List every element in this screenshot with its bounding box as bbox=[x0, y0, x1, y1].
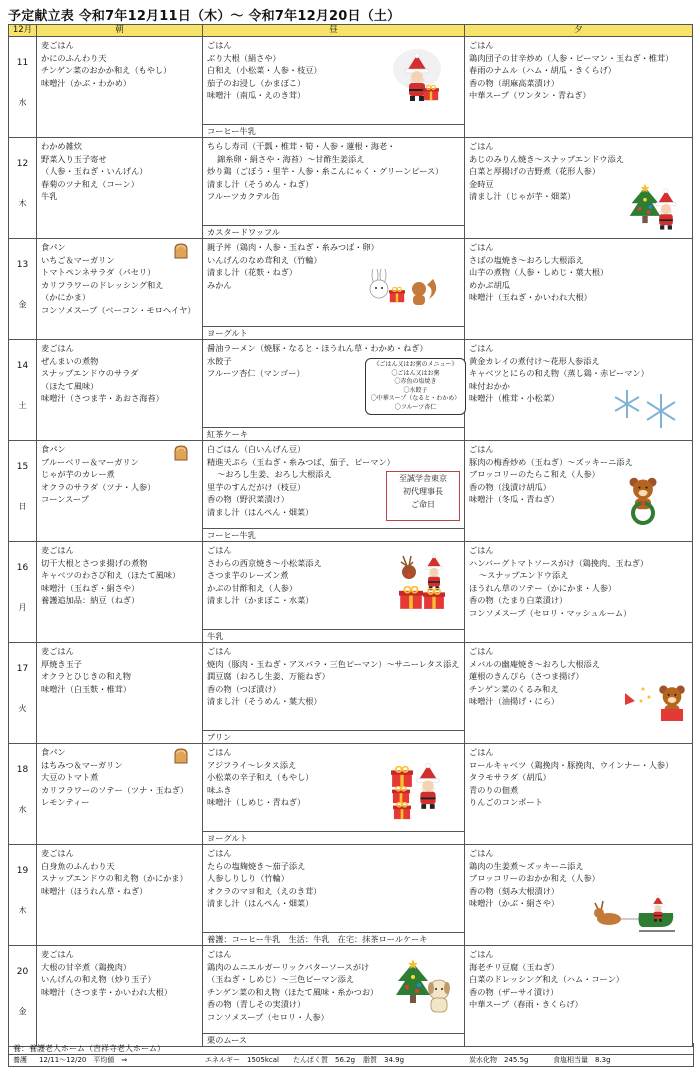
dinner-item: 豚肉の梅香炒め（玉ねぎ）～ズッキーニ添え bbox=[469, 456, 633, 467]
lunch-item: ごはん bbox=[207, 40, 232, 50]
dinner-item: 蓮根のきんぴら（さつま揚げ） bbox=[469, 671, 584, 681]
lunch-extra: コーヒー牛乳 bbox=[203, 124, 464, 137]
breakfast-item: チンゲン菜のおかか和え（もやし） bbox=[41, 65, 172, 75]
page-title: 予定献立表 令和7年12月11日（木）～ 令和7年12月20日（土） bbox=[8, 9, 401, 24]
lunch-item: ごはん bbox=[207, 646, 232, 656]
lunch-item: さつま芋のレーズン煮 bbox=[207, 570, 289, 580]
santa-sleigh-icon bbox=[589, 895, 679, 939]
lunch-item: たらの塩麹焼き～茄子添え bbox=[207, 860, 306, 871]
day-weekday: 木 bbox=[18, 906, 27, 915]
lunch-item: みかん bbox=[207, 279, 232, 290]
lunch-cell bbox=[203, 441, 465, 542]
tree-dog-icon bbox=[393, 956, 457, 1022]
day-row bbox=[9, 138, 693, 239]
lunch-item: さわらの西京焼き～小松菜添え bbox=[207, 557, 322, 568]
alt-menu-item: 〇ごはん又はお粥 bbox=[391, 369, 440, 377]
breakfast-cell bbox=[37, 239, 203, 340]
lunch-extra: 養護：コーヒー牛乳 生活：牛乳 在宅：抹茶ロールケーキ bbox=[203, 932, 464, 945]
breakfast-item: オクラとひじきの和え物 bbox=[41, 671, 131, 681]
day-weekday: 水 bbox=[18, 805, 27, 814]
day-row bbox=[9, 542, 693, 643]
day-number: 20 bbox=[16, 967, 29, 977]
dinner-cell bbox=[465, 138, 693, 239]
breakfast-item: いんげんの和え物（炒り玉子） bbox=[41, 974, 156, 984]
lunch-item: 精進天ぷら（玉ねぎ・糸みつば、茄子、ピーマン） bbox=[207, 456, 395, 467]
bear-cracker-icon bbox=[621, 679, 691, 729]
day-number: 18 bbox=[16, 765, 29, 775]
lunch-item: 錦糸卵・絹さや・海苔）～甘酢生姜添え bbox=[217, 153, 365, 164]
lunch-item: ～おろし生姜、おろし大根添え bbox=[217, 469, 332, 479]
dinner-item: さばの塩焼き～おろし大根添え bbox=[469, 254, 584, 265]
day-number: 11 bbox=[16, 58, 29, 68]
breakfast-item: カリフラワーのドレッシング和え bbox=[41, 279, 164, 290]
lunch-item: オクラのマヨ和え（えのき茸） bbox=[207, 885, 322, 896]
dinner-item: 中華スープ（ワンタン・青ねぎ） bbox=[469, 90, 591, 100]
lunch-item: 清まし汁（はんぺん・畑菜） bbox=[207, 506, 314, 517]
footer-legend: 養：養護老人ホーム（吉祥寺老人ホーム） bbox=[9, 1043, 693, 1055]
breakfast-items bbox=[41, 39, 200, 89]
breakfast-item: レモンティー bbox=[41, 797, 90, 807]
alt-menu-item: 〇フルーツ杏仁 bbox=[394, 403, 437, 411]
day-row bbox=[9, 37, 693, 138]
lunch-item: ごはん bbox=[207, 747, 232, 757]
dinner-item: ごはん bbox=[469, 646, 494, 656]
dinner-cell bbox=[465, 946, 693, 1047]
lunch-item: （玉ねぎ・しめじ）～三色ピーマン添え bbox=[207, 974, 355, 984]
lunch-extra: カスタードワッフル bbox=[203, 225, 464, 238]
breakfast-item: 食パン bbox=[41, 242, 66, 252]
day-cell bbox=[9, 340, 37, 441]
day-weekday: 月 bbox=[18, 603, 27, 612]
dinner-item: メバルの幽庵焼き～おろし大根添え bbox=[469, 658, 600, 669]
dinner-item: 清まし汁（じゃが芋・畑菜） bbox=[469, 191, 576, 201]
dinner-item: あじのみりん焼き～スナップエンドウ添え bbox=[469, 153, 624, 164]
lunch-items bbox=[207, 140, 462, 203]
dinner-items bbox=[469, 544, 690, 619]
lunch-item: フルーツカクテル缶 bbox=[207, 191, 280, 201]
day-cell bbox=[9, 845, 37, 946]
day-weekday: 日 bbox=[18, 502, 27, 511]
dinner-cell bbox=[465, 744, 693, 845]
footer-protein: たんぱく質 56.2g bbox=[293, 1056, 356, 1064]
day-number: 12 bbox=[16, 159, 29, 169]
dinner-cell bbox=[465, 845, 693, 946]
footer-energy: エネルギー 1505kcal bbox=[205, 1056, 279, 1064]
breakfast-item: いちご＆マーガリン bbox=[41, 254, 115, 265]
anniversary-box bbox=[386, 471, 460, 521]
lunch-item: 味ふき bbox=[207, 784, 232, 795]
dinner-item: 味噌汁（冬瓜・青ねぎ） bbox=[469, 494, 560, 504]
breakfast-item: （ほたて風味） bbox=[41, 380, 99, 391]
dinner-item: ごはん bbox=[469, 444, 494, 454]
lunch-item: 清まし汁（かまぼこ・水菜） bbox=[207, 595, 314, 605]
dinner-cell bbox=[465, 37, 693, 138]
lunch-item: ごはん bbox=[207, 545, 232, 555]
dinner-items bbox=[469, 39, 690, 102]
dinner-cell bbox=[465, 340, 693, 441]
lunch-cell bbox=[203, 542, 465, 643]
lunch-items bbox=[207, 847, 462, 910]
day-cell bbox=[9, 542, 37, 643]
lunch-item: ぶり大根（絹さや） bbox=[207, 52, 281, 63]
lunch-item: ごはん bbox=[207, 949, 232, 959]
lunch-cell bbox=[203, 845, 465, 946]
lunch-extra: プリン bbox=[203, 730, 464, 743]
breakfast-item: ぜんまいの煮物 bbox=[41, 355, 99, 366]
day-weekday: 水 bbox=[18, 98, 27, 107]
lunch-extra: ヨーグルト bbox=[203, 831, 464, 844]
lunch-item: 白和え（小松菜・人参・枝豆） bbox=[207, 65, 322, 75]
dinner-item: ハンバーグトマトソースがけ（鶏挽肉、玉ねぎ） bbox=[469, 557, 649, 568]
breakfast-item: 食パン bbox=[41, 747, 66, 757]
lunch-item: 味噌汁（南瓜・えのき茸） bbox=[207, 90, 306, 100]
breakfast-cell bbox=[37, 845, 203, 946]
bread-icon bbox=[174, 445, 188, 461]
breakfast-item: 麦ごはん bbox=[41, 848, 74, 858]
lunch-item: 清まし汁（はんぺん・畑菜） bbox=[207, 898, 314, 908]
breakfast-item: トマトペンネサラダ（パセリ） bbox=[41, 267, 156, 277]
christmas-tree-santa-icon bbox=[627, 176, 683, 240]
day-cell bbox=[9, 239, 37, 340]
lunch-item: 親子丼（鶏肉・人参・玉ねぎ・糸みつば・卵） bbox=[207, 242, 379, 252]
lunch-item: ごはん bbox=[207, 848, 232, 858]
lunch-extra: 紅茶ケーキ bbox=[203, 427, 464, 440]
day-cell bbox=[9, 37, 37, 138]
lunch-cell bbox=[203, 37, 465, 138]
lunch-item: アジフライ～レタス添え bbox=[207, 759, 297, 770]
dinner-item: 春雨のナムル（ハム・胡瓜・きくらげ） bbox=[469, 65, 616, 75]
dinner-item: 鶏肉団子の甘辛炒め（人参・ピーマン・玉ねぎ・椎茸） bbox=[469, 52, 674, 63]
lunch-cell bbox=[203, 744, 465, 845]
dinner-item: 香の物（浅漬け胡瓜） bbox=[469, 481, 551, 492]
breakfast-item: 野菜入り玉子寄せ bbox=[41, 153, 107, 164]
day-cell bbox=[9, 744, 37, 845]
breakfast-item: 味噌汁（さつま芋・かいわれ大根） bbox=[41, 986, 173, 997]
lunch-item: コンソメスープ（セロリ・人参） bbox=[207, 1011, 329, 1022]
breakfast-item: コンソメスープ（ベーコン・モロヘイヤ） bbox=[41, 304, 196, 315]
dinner-item: 黄金カレイの煮付け～花形人参添え bbox=[469, 355, 600, 366]
day-cell bbox=[9, 138, 37, 239]
dinner-item: 味噌汁（椎茸・小松菜） bbox=[469, 393, 560, 403]
breakfast-item: 大豆のトマト煮 bbox=[41, 772, 99, 782]
dinner-item: めかぶ胡瓜 bbox=[469, 279, 510, 290]
lunch-item: 清まし汁（花麩・ねぎ） bbox=[207, 267, 298, 277]
footer-period: 12/11～12/20 平均値 ⇒ bbox=[39, 1056, 128, 1064]
santa-gift-icon bbox=[389, 43, 445, 111]
breakfast-item: かにのふんわり天 bbox=[41, 52, 107, 63]
breakfast-items bbox=[41, 140, 200, 203]
dinner-item: ブロッコリーのたらこ和え（人参） bbox=[469, 469, 600, 479]
dinner-item: 味噌汁（油揚げ・にら） bbox=[469, 696, 560, 706]
breakfast-items bbox=[41, 544, 200, 607]
alt-menu-box bbox=[365, 358, 466, 415]
breakfast-item: 白身魚のふんわり天 bbox=[41, 860, 115, 871]
breakfast-item: 味噌汁（玉ねぎ・絹さや） bbox=[41, 582, 140, 593]
breakfast-cell bbox=[37, 441, 203, 542]
dinner-item: ごはん bbox=[469, 848, 494, 858]
breakfast-items bbox=[41, 948, 200, 998]
day-row bbox=[9, 441, 693, 542]
breakfast-items bbox=[41, 342, 200, 405]
dinner-cell bbox=[465, 239, 693, 340]
lunch-cell bbox=[203, 239, 465, 340]
lunch-cell bbox=[203, 643, 465, 744]
dinner-item: コンソメスープ（セロリ・マッシュルーム） bbox=[469, 607, 632, 618]
dinner-item: 味噌汁（玉ねぎ・かいわれ大根） bbox=[469, 292, 592, 302]
alt-menu-item: 〇赤魚の塩焼き bbox=[394, 378, 437, 385]
lunch-item: 香の物（つぼ漬け） bbox=[207, 683, 281, 694]
day-row bbox=[9, 643, 693, 744]
lunch-item: 人参しりしり（竹輪） bbox=[207, 873, 289, 883]
lunch-item: 鶏肉のムニエルガーリックバターソースがけ bbox=[207, 961, 370, 972]
lunch-item: 焼肉（豚肉・玉ねぎ・アスパラ・三色ピーマン）～サニーレタス添え bbox=[207, 658, 460, 669]
breakfast-item: じゃが芋のカレー煮 bbox=[41, 469, 115, 479]
breakfast-item: 麦ごはん bbox=[41, 343, 74, 353]
breakfast-item: 切干大根とさつま揚げの煮物 bbox=[41, 557, 148, 568]
breakfast-header: 朝 bbox=[37, 25, 203, 37]
header-row bbox=[9, 25, 693, 37]
anniversary-line: 至誠学舎東京 bbox=[399, 474, 447, 483]
dinner-item: 白菜と厚揚げの吉野煮（花形人参） bbox=[469, 166, 601, 176]
lunch-item: チンゲン菜の和え物（ほたて風味・糸かつお） bbox=[207, 986, 379, 997]
dinner-item: 鶏肉の生姜煮～ズッキーニ添え bbox=[469, 860, 584, 871]
lunch-item: かぶの甘酢和え（人参） bbox=[207, 582, 298, 593]
dinner-items bbox=[469, 948, 690, 1011]
lunch-item: 清まし汁（そうめん・ねぎ） bbox=[207, 178, 314, 189]
breakfast-items bbox=[41, 847, 200, 897]
dinner-items bbox=[469, 241, 690, 304]
dinner-item: 海老チリ豆腐（玉ねぎ） bbox=[469, 961, 560, 972]
lunch-extra: 栗のムース bbox=[203, 1033, 464, 1046]
lunch-extra: 牛乳 bbox=[203, 629, 464, 642]
dinner-item: 味付おかか bbox=[469, 380, 510, 391]
dinner-item: ごはん bbox=[469, 343, 494, 353]
breakfast-item: 味噌汁（白玉麩・椎茸） bbox=[41, 683, 132, 694]
breakfast-item: スナップエンドウの和え物（かにかま） bbox=[41, 873, 188, 883]
snowflake-icon bbox=[611, 384, 681, 434]
bear-wreath-icon bbox=[621, 475, 665, 529]
breakfast-items bbox=[41, 645, 200, 695]
breakfast-item: ブルーベリー＆マーガリン bbox=[41, 456, 139, 467]
breakfast-item: 味噌汁（かぶ・わかめ） bbox=[41, 77, 132, 88]
breakfast-item: はちみつ＆マーガリン bbox=[41, 759, 123, 770]
lunch-item: 白ごはん（白いんげん豆） bbox=[207, 444, 306, 454]
day-number: 14 bbox=[16, 361, 29, 371]
dinner-header: 夕 bbox=[465, 25, 693, 37]
breakfast-item: 味噌汁（さつま芋・あおさ海苔） bbox=[41, 393, 164, 403]
day-weekday: 土 bbox=[18, 401, 27, 410]
lunch-item: 香の物（野沢菜漬け） bbox=[207, 494, 289, 504]
breakfast-item: 牛乳 bbox=[41, 191, 58, 201]
footer-salt: 食塩相当量 8.3g bbox=[553, 1056, 611, 1064]
day-weekday: 金 bbox=[18, 300, 27, 309]
breakfast-item: キャベツのわさび和え（ほたて風味） bbox=[41, 570, 181, 580]
dinner-items bbox=[469, 746, 690, 809]
dinner-cell bbox=[465, 441, 693, 542]
nutrition-footer bbox=[8, 1043, 694, 1067]
breakfast-cell bbox=[37, 946, 203, 1047]
footer-fat: 脂質 34.9g bbox=[363, 1056, 405, 1064]
rabbit-squirrel-gift-icon bbox=[361, 269, 441, 313]
breakfast-item: オクラのサラダ（ツナ・人参） bbox=[41, 481, 156, 492]
breakfast-item: 麦ごはん bbox=[41, 545, 74, 555]
dinner-item: ごはん bbox=[469, 40, 494, 50]
breakfast-cell bbox=[37, 744, 203, 845]
alt-menu-item: 《ごはん又はお粥のメニュー》 bbox=[373, 361, 458, 368]
day-row bbox=[9, 946, 693, 1047]
day-row bbox=[9, 845, 693, 946]
dinner-cell bbox=[465, 542, 693, 643]
dinner-item: キャベツとにらの和え物（蒸し鶏・赤ピーマン） bbox=[469, 368, 649, 378]
lunch-item: 潤豆腐（おろし生姜、万能ねぎ） bbox=[207, 671, 330, 681]
bread-icon bbox=[174, 748, 188, 764]
lunch-item: 水餃子 bbox=[207, 355, 232, 366]
menu-table bbox=[8, 24, 693, 1047]
dinner-item: ロールキャベツ（鶏挽肉・豚挽肉、ウインナー・人参） bbox=[469, 759, 674, 770]
lunch-extra: コーヒー牛乳 bbox=[203, 528, 464, 541]
breakfast-item: （人参・玉ねぎ・いんげん） bbox=[41, 166, 148, 176]
breakfast-item: 春菊のツナ和え（コーン） bbox=[41, 178, 139, 189]
breakfast-item: コーンスープ bbox=[41, 494, 89, 504]
day-cell bbox=[9, 441, 37, 542]
breakfast-cell bbox=[37, 340, 203, 441]
dinner-item: 山芋の煮物（人参・しめじ・葉大根） bbox=[469, 267, 609, 277]
day-number: 19 bbox=[16, 866, 29, 876]
breakfast-cell bbox=[37, 542, 203, 643]
lunch-item: 味噌汁（しめじ・青ねぎ） bbox=[207, 797, 306, 807]
dinner-item: 香の物（刻み大根漬け） bbox=[469, 885, 560, 896]
dinner-item: ごはん bbox=[469, 747, 494, 757]
day-weekday: 火 bbox=[18, 704, 27, 713]
lunch-item: 醤油ラーメン（焼豚・なると・ほうれん草・わかめ・ねぎ） bbox=[207, 343, 428, 353]
breakfast-item: 味噌汁（ほうれん草・ねぎ） bbox=[41, 885, 148, 896]
dinner-item: ごはん bbox=[469, 949, 494, 959]
breakfast-item: わかめ雑炊 bbox=[41, 141, 82, 151]
day-row bbox=[9, 239, 693, 340]
lunch-item: 里芋のすんだがけ（枝豆） bbox=[207, 481, 306, 492]
lunch-item: 茄子のお浸し（かまぼこ） bbox=[207, 77, 306, 88]
lunch-item: 香の物（青しその実漬け） bbox=[207, 999, 306, 1009]
day-cell bbox=[9, 643, 37, 744]
lunch-item: いんげんのなめ茸和え（竹輪） bbox=[207, 254, 322, 265]
dinner-item: ごはん bbox=[469, 141, 494, 151]
breakfast-item: 麦ごはん bbox=[41, 949, 74, 959]
month-header: 12月 bbox=[9, 25, 37, 37]
dinner-item: ～スナップエンドウ添え bbox=[479, 570, 569, 580]
lunch-item: 小松菜の辛子和え（もやし） bbox=[207, 772, 314, 782]
day-row bbox=[9, 744, 693, 845]
lunch-item: 炒り鶏（ごぼう・里芋・人参・糸こんにゃく・グリーンピース） bbox=[207, 166, 444, 176]
breakfast-item: 養護追加品：納豆（ねぎ） bbox=[41, 595, 140, 605]
reindeer-santa-gifts-icon bbox=[397, 552, 457, 618]
breakfast-item: カリフラワーのソテー（ツナ・玉ねぎ） bbox=[41, 784, 189, 795]
dinner-item: 金時豆 bbox=[469, 178, 494, 189]
dinner-item: タラモサラダ（胡瓜） bbox=[469, 772, 551, 782]
anniversary-line: ご命日 bbox=[411, 500, 435, 509]
lunch-cell bbox=[203, 946, 465, 1047]
dinner-item: 味噌汁（かぶ・絹さや） bbox=[469, 898, 560, 908]
breakfast-item: 厚焼き玉子 bbox=[41, 658, 82, 669]
breakfast-cell bbox=[37, 138, 203, 239]
dinner-item: ごはん bbox=[469, 545, 494, 555]
day-number: 17 bbox=[16, 664, 29, 674]
day-cell bbox=[9, 946, 37, 1047]
day-number: 15 bbox=[16, 462, 29, 472]
footer-label: 養護 bbox=[13, 1056, 27, 1064]
lunch-items bbox=[207, 645, 462, 708]
dinner-item: ほうれん草のソテー（かにかま・人参） bbox=[469, 582, 617, 593]
day-weekday: 金 bbox=[18, 1007, 27, 1016]
lunch-cell bbox=[203, 340, 465, 441]
dinner-item: ブロッコリーのおかか和え（人参） bbox=[469, 873, 600, 883]
alt-menu-item: 〇中華スープ（なると・わかめ） bbox=[370, 395, 461, 402]
dinner-item: りんごのコンポート bbox=[469, 797, 543, 807]
breakfast-cell bbox=[37, 643, 203, 744]
lunch-header: 昼 bbox=[203, 25, 465, 37]
day-number: 16 bbox=[16, 563, 29, 573]
day-number: 13 bbox=[16, 260, 29, 270]
lunch-item: ちらし寿司（干瓢・椎茸・筍・人参・蓮根・海老・ bbox=[207, 141, 396, 151]
breakfast-item: 麦ごはん bbox=[41, 40, 74, 50]
lunch-item: フルーツ杏仁（マンゴー） bbox=[207, 368, 305, 378]
footer-carbs: 炭水化物 245.5g bbox=[469, 1056, 529, 1064]
breakfast-item: （かにかま） bbox=[41, 292, 91, 302]
santa-presents-icon bbox=[391, 756, 451, 826]
anniversary-line: 初代理事長 bbox=[403, 487, 443, 496]
lunch-cell bbox=[203, 138, 465, 239]
lunch-extra: ヨーグルト bbox=[203, 326, 464, 339]
dinner-item: 白菜のドレッシング和え（ハム・コーン） bbox=[469, 974, 624, 984]
dinner-item: 香の物（ザーサイ漬け） bbox=[469, 986, 559, 997]
breakfast-cell bbox=[37, 37, 203, 138]
breakfast-item: 大根の甘辛煮（鶏挽肉） bbox=[41, 961, 132, 972]
dinner-item: 香の物（たまり白菜漬け） bbox=[469, 595, 568, 605]
alt-menu-item: 〇水餃子 bbox=[403, 386, 428, 394]
day-weekday: 木 bbox=[18, 199, 27, 208]
dinner-cell bbox=[465, 643, 693, 744]
breakfast-item: 麦ごはん bbox=[41, 646, 74, 656]
dinner-item: ごはん bbox=[469, 242, 494, 252]
dinner-item: チンゲン菜のくるみ和え bbox=[469, 683, 559, 694]
day-row bbox=[9, 340, 693, 441]
dinner-item: 中華スープ（春雨・きくらげ） bbox=[469, 999, 583, 1009]
bread-icon bbox=[174, 243, 188, 259]
breakfast-item: 食パン bbox=[41, 444, 66, 454]
breakfast-item: スナップエンドウのサラダ bbox=[41, 368, 139, 378]
dinner-item: 青のりの佃煮 bbox=[469, 784, 519, 795]
footer-nutrition-row bbox=[9, 1055, 693, 1066]
lunch-item: 清まし汁（そうめん・葉大根） bbox=[207, 696, 322, 706]
dinner-item: 香の物（胡麻高菜漬け） bbox=[469, 77, 560, 88]
